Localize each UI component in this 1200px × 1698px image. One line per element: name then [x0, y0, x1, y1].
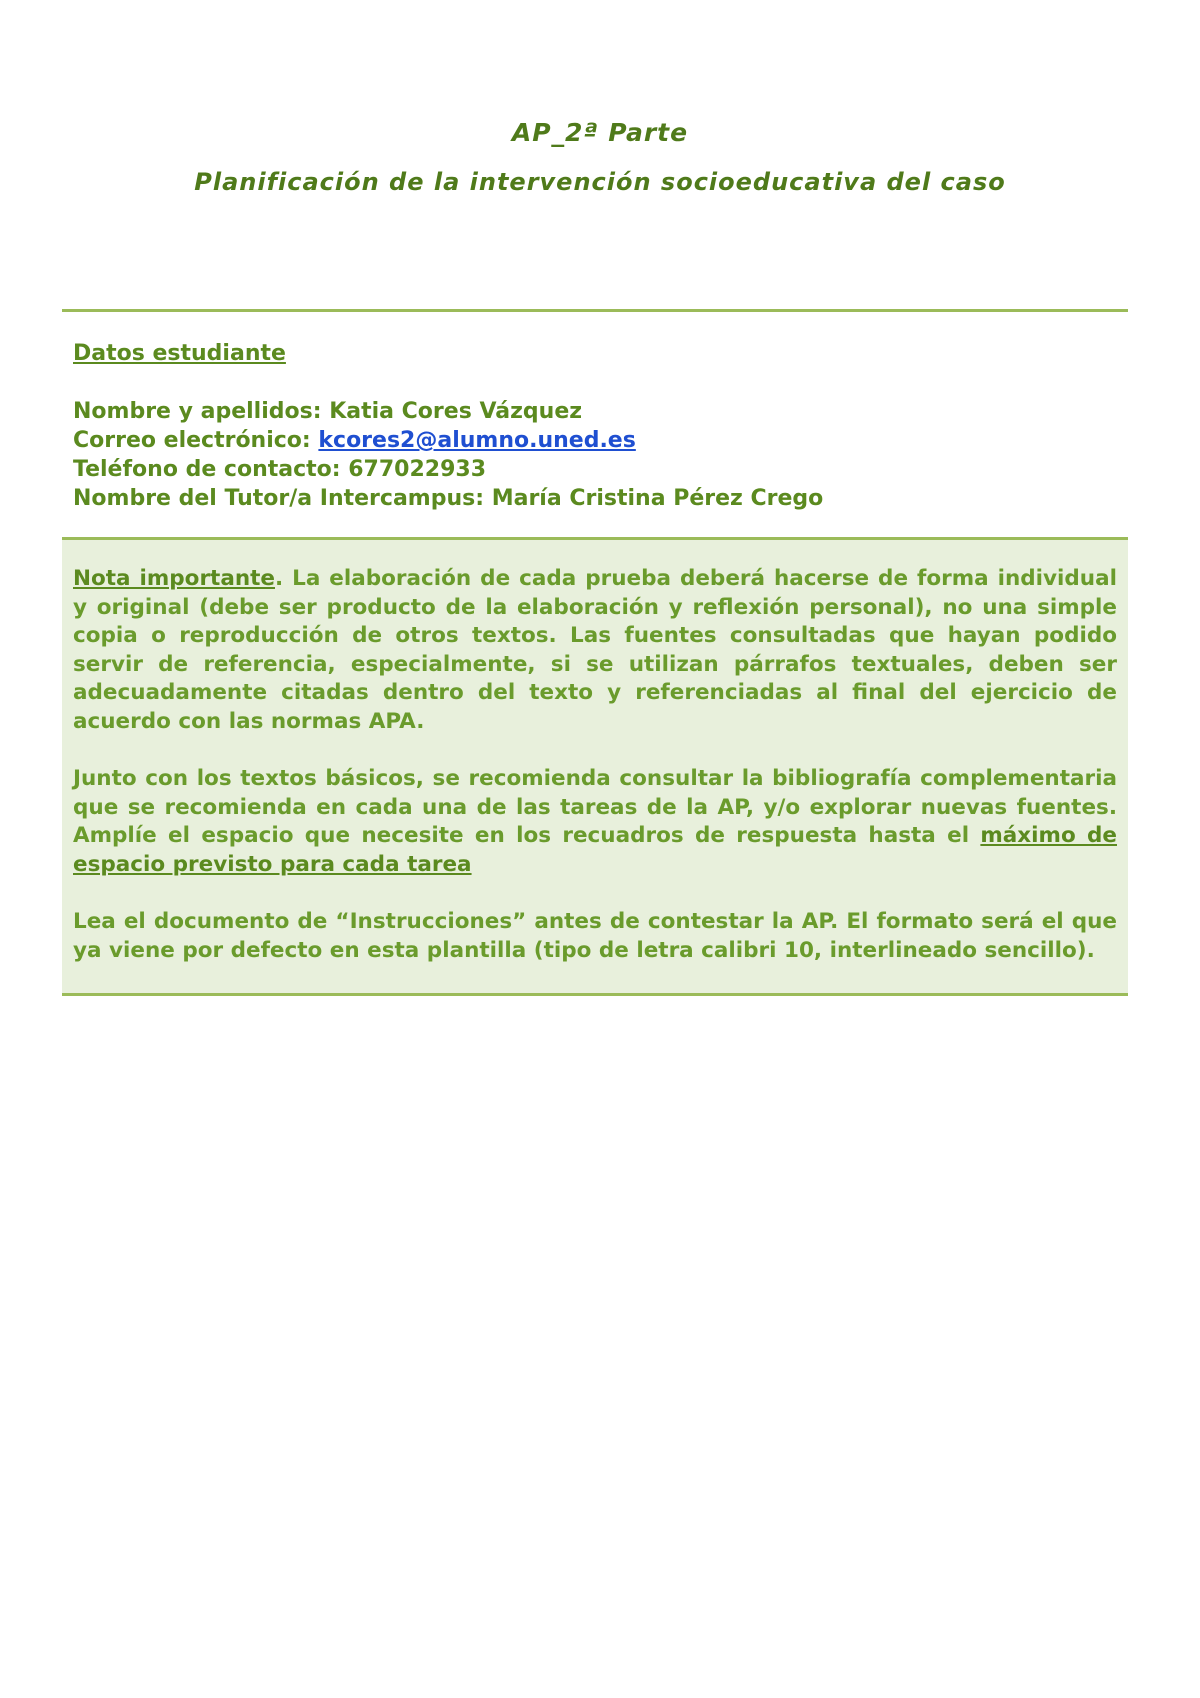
note-paragraph-2 [73, 765, 1117, 879]
student-tutor-value: María Cristina Pérez Crego [491, 486, 824, 511]
student-email-row [73, 426, 1123, 455]
top-divider [62, 309, 1128, 312]
student-phone-label: Teléfono de contacto: [73, 457, 341, 482]
note-important-label: Nota importante [73, 566, 275, 591]
document-title: AP_2ª Parte [511, 118, 689, 147]
student-tutor-label: Nombre del Tutor/a Intercampus: [73, 486, 485, 511]
student-name-row [73, 397, 1123, 426]
note-max-space-text: máximo de espacio previsto para cada tarea [73, 823, 1117, 877]
student-name-value: Katia Cores Vázquez [329, 399, 583, 424]
student-data-section [73, 339, 1123, 513]
document-subtitle: Planificación de la intervención socioeducativa del caso [194, 168, 1006, 196]
student-email-link[interactable]: kcores2@alumno.uned.es [318, 428, 636, 453]
note-paragraph-1-text: . La elaboración de cada prueba deberá hacerse de forma individual y original (debe ser producto de la elaboración y reflexión personal), no una simple copia o reproducción de otros textos. Las fuentes consultadas que hayan podido servir de referencia, especialmente, si se utilizan párrafos textuales, deben ser adecuadamente citadas dentro del texto y referenciadas al final del ejercicio de acuerdo con las normas APA. [73, 566, 1117, 734]
note-paragraph-1 [73, 565, 1117, 737]
note-paragraph-2-text: Junto con los textos básicos, se recomienda consultar la bibliografía complementaria que se recomienda en cada una de las tareas de la AP, y/o explorar nuevas fuentes. Amplíe el espacio que necesite en los recuadros de respuesta hasta el [73, 766, 1117, 849]
student-phone-row [73, 455, 1123, 484]
note-paragraph-3-text: Lea el documento de “Instrucciones” antes de contestar la AP. El formato será el que ya viene por defecto en esta plantilla (tipo de letra calibri 10, interlineado sencillo). [73, 909, 1117, 963]
student-phone-value: 677022933 [348, 457, 487, 482]
bottom-divider [62, 993, 1128, 996]
student-data-heading: Datos estudiante [73, 341, 286, 366]
student-name-label: Nombre y apellidos: [73, 399, 322, 424]
student-tutor-row [73, 484, 1123, 513]
note-paragraph-3 [73, 908, 1117, 965]
student-email-label: Correo electrónico: [73, 428, 311, 453]
important-note [73, 565, 1117, 994]
